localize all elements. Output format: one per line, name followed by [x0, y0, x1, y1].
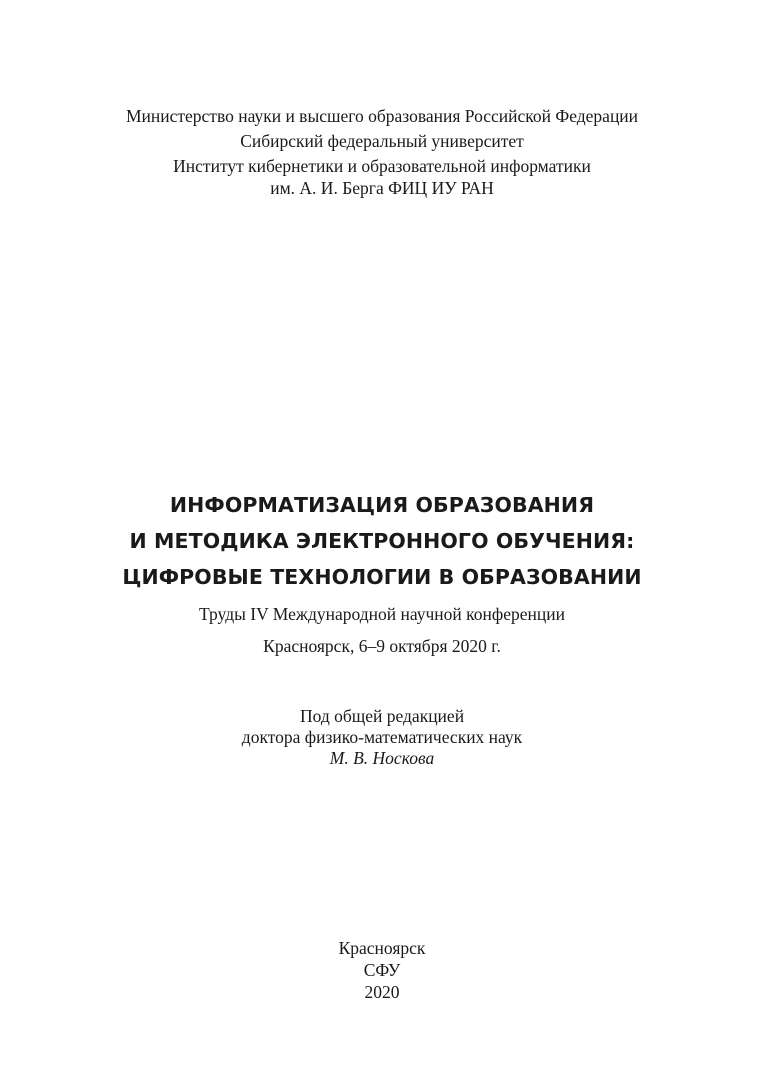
- institution-header: [0, 104, 764, 198]
- place-date-line: Красноярск, 6–9 октября 2020 г.: [263, 636, 501, 656]
- university-line: Сибирский федеральный университет: [240, 131, 524, 151]
- imprint-publisher: СФУ: [363, 960, 401, 980]
- editor-block: [0, 706, 764, 769]
- title-line-3: ЦИФРОВЫЕ ТЕХНОЛОГИИ В ОБРАЗОВАНИИ: [122, 565, 642, 589]
- proceedings-line: Труды IV Международной научной конференции: [199, 604, 565, 624]
- editor-line-2: доктора физико-математических наук: [241, 727, 523, 747]
- imprint-year: 2020: [364, 982, 400, 1002]
- imprint-block: [0, 937, 764, 1003]
- ministry-line: Министерство науки и высшего образования Российской Федерации: [125, 106, 639, 126]
- editor-name: М. В. Носкова: [329, 748, 435, 768]
- conference-place-date: [0, 634, 764, 658]
- editor-line-1: Под общей редакцией: [299, 706, 465, 726]
- title-line-1: ИНФОРМАТИЗАЦИЯ ОБРАЗОВАНИЯ: [169, 493, 595, 517]
- institute-name-line: им. А. И. Берга ФИЦ ИУ РАН: [270, 178, 494, 198]
- title-line-2: И МЕТОДИКА ЭЛЕКТРОННОГО ОБУЧЕНИЯ:: [129, 529, 635, 553]
- institute-line: Институт кибернетики и образовательной информатики: [173, 156, 591, 176]
- imprint-city: Красноярск: [338, 938, 426, 958]
- conference-subtitle: [0, 602, 764, 626]
- book-title: [0, 487, 764, 595]
